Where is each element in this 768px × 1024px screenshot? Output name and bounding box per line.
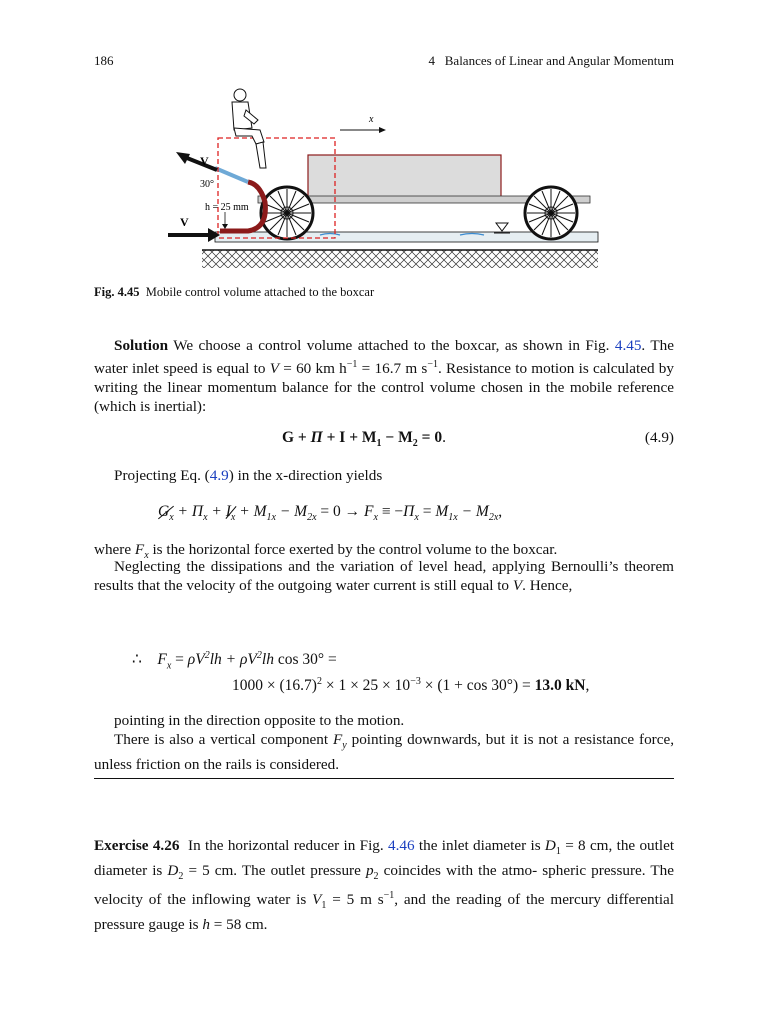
wheel-left: [261, 187, 313, 239]
result-equation-line1: ∴ $F_x = \rho V^2lh + \rho V^2lh$ cos 30° =: [132, 650, 337, 672]
caption-label: Fig. 4.45: [94, 285, 140, 299]
ground-hatching: [202, 250, 598, 268]
velocity-out-label: V: [200, 154, 209, 168]
outgoing-jet: [215, 168, 248, 182]
where-line: where $F_x$ is the horizontal force exerted by the control volume to the boxcar.: [94, 541, 558, 562]
fig-ref-link-2[interactable]: 4.46: [388, 837, 415, 854]
solution-line1: We choose a control volume attached to the boxcar, as shown in Fig.: [173, 337, 610, 354]
wheel-right: [525, 187, 577, 239]
closing-paragraph-2: There is also a vertical component $F_y$ pointing downwards, but it is not a resistance force, unless friction on the rails is considered.: [94, 731, 675, 774]
result-equation-line2: $1000 \times (16.7)^2 \times 1 \times 25 \times 10^{-3} \times (1 + \cos 30^\circ) = 13.0$ kN,: [232, 676, 590, 695]
boxcar: [308, 155, 501, 197]
running-title: 4 Balances of Linear and Angular Momentum: [428, 53, 674, 68]
velocity-in-label: V: [180, 215, 189, 229]
x-direction-arrow-icon: [379, 127, 386, 133]
height-label: h = 25 mm: [205, 202, 249, 213]
caption-text: Mobile control volume attached to the boxcar: [145, 285, 375, 299]
solution-lead: Solution: [114, 337, 169, 354]
page-number: 186: [94, 53, 114, 68]
closing-paragraph: pointing in the direction opposite to the motion.: [114, 712, 405, 729]
neglecting-paragraph: Neglecting the dissipations and the variation of level head, applying Bernoulli’s theorem results that the velocity of the outgoing water current is still equal to V. Hence,: [94, 558, 674, 594]
projecting-line: Projecting Eq. (4.9) in the x-direction yields: [114, 467, 383, 484]
x-axis-label: x: [369, 114, 374, 125]
figure-caption: [94, 285, 374, 300]
exercise-label: Exercise 4.26: [94, 837, 180, 854]
angle-label: 30°: [200, 179, 214, 190]
eq-ref-link[interactable]: 4.9: [209, 467, 229, 484]
solution-line4: in the mobile reference (which is inertial):: [94, 379, 674, 416]
equation-number: (4.9): [644, 429, 674, 446]
result-value: 13.0 kN: [534, 677, 586, 695]
projection-equation: $G_x$ + $\Pi_x + I_x$ + $M_{1x} - M_{2x} = 0 \to F_x \equiv -\Pi_x = M_{1x} - M_{2x}$,: [158, 503, 503, 524]
equation-4-9: $G + \Pi + I + M_1 - M_2 = 0$.: [282, 429, 446, 450]
exercise-paragraph: Exercise 4.26 In the horizontal reducer in Fig. 4.46 the inlet diameter is $D_1 = 8$ cm, the outlet diameter is $D_2 = 5$ cm. The outlet pressure $p_2$ coincides with the atmo- spheric pressure. The velocity of the inflowing water is $V_1 = 5$ m $s^{-1}$, and the reading of the mercury differential pressure gauge is h = 58 cm.: [94, 837, 675, 934]
fig-ref-link[interactable]: 4.45: [614, 337, 642, 354]
person-figure: [232, 89, 266, 168]
solution-line3: is calculated by writing the linear momentum balance for the control volume chosen: [94, 360, 674, 397]
water-level-icon: [496, 223, 508, 231]
section-divider: [94, 778, 674, 779]
figure-4-45: [160, 80, 610, 280]
velocity-out-arrow-icon: [176, 152, 190, 164]
solution-paragraph: Solution We choose a control volume attached to the boxcar, as shown in Fig. 4.45. The water inlet speed is equal to V = 60 km $h^{-1} = 16.7$ m $s^{-1}$. Resistance to motion is calculated by writing the linear momentum balance for the control volume chosen in the mobile reference (which is inertial):: [94, 337, 675, 416]
solution-line2: The water inlet speed is equal to: [94, 337, 675, 378]
